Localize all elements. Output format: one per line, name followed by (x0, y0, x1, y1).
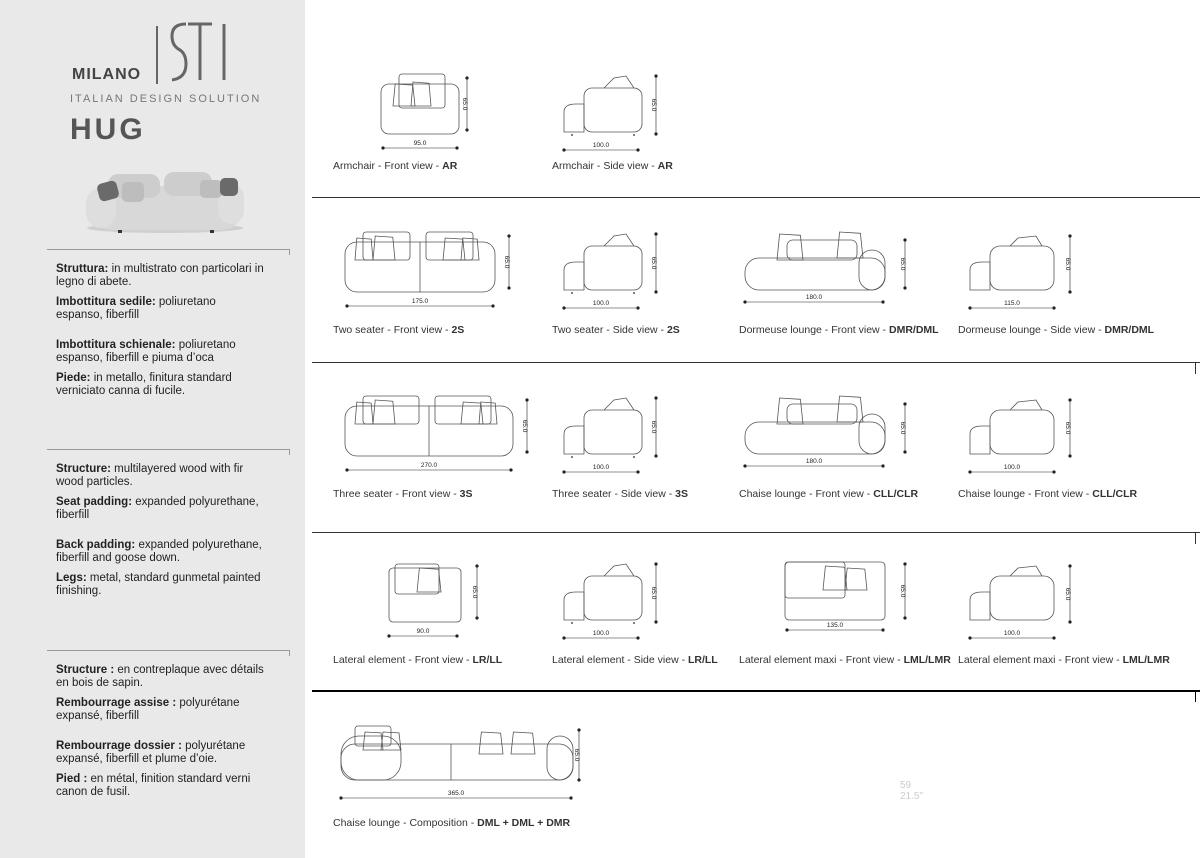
dimension-dot (562, 148, 565, 151)
drawing-side-small (958, 558, 1108, 648)
dimension-dot (881, 464, 884, 467)
cushion-outline (363, 732, 383, 750)
dimension-dot (1068, 454, 1071, 457)
dimension-dot (743, 300, 746, 303)
cushion-outline (1010, 400, 1042, 410)
body-outline (389, 568, 461, 622)
dimension-dot (1068, 290, 1071, 293)
height-dimension-label: 65.0 (1064, 421, 1071, 435)
drawing-composition (333, 722, 593, 812)
seat-outline (564, 262, 584, 290)
desc-line: canon de fusil. (56, 785, 131, 798)
width-dimension-label: 180.0 (805, 294, 823, 301)
dimension-dot (577, 728, 580, 731)
dimension-dot (654, 620, 657, 623)
view-caption: Three seater - Front view - 3S (333, 488, 473, 500)
dimension-dot (562, 470, 565, 473)
drawing-side (552, 228, 702, 318)
desc-line: Structure : en contreplaque avec détails (56, 664, 264, 676)
drawing-front-lateral-maxi (739, 558, 919, 648)
product-name: HUG (70, 113, 146, 146)
desc-line: fiberfill (56, 508, 90, 521)
dimension-dot (381, 146, 384, 149)
view-caption: Dormeuse lounge - Side view - DMR/DML (958, 324, 1155, 336)
desc-line: Struttura: in multistrato con particolari in (56, 263, 264, 275)
dimension-dot (785, 628, 788, 631)
desc-line: Back padding: expanded polyurethane, (56, 539, 262, 551)
dimension-dot (968, 636, 971, 639)
dimension-dot (562, 306, 565, 309)
desc-line: Imbottitura sedile: poliuretano (56, 296, 216, 308)
dimension-dot (465, 128, 468, 131)
desc-line: wood particles. (56, 475, 133, 488)
cushion-outline (417, 568, 441, 592)
desc-line: legno di abete. (56, 275, 132, 288)
view-caption: Lateral element - Side view - LR/LL (552, 654, 718, 666)
dimension-dot (654, 290, 657, 293)
dimension-dot (525, 450, 528, 453)
dimension-dot (636, 148, 639, 151)
desc-line: expansé, fiberfill (56, 709, 140, 722)
ghost-line: 21.5" (900, 791, 924, 802)
width-dimension-label: 135.0 (826, 622, 844, 629)
drawing-front-small (333, 70, 483, 150)
width-dimension-label: 95.0 (413, 140, 427, 147)
dimension-dot (475, 616, 478, 619)
view-caption: Dormeuse lounge - Front view - DMR/DML (739, 324, 939, 336)
dimension-dot (1052, 470, 1055, 473)
drawing-side (552, 392, 702, 482)
dimension-dot (455, 146, 458, 149)
dimension-dot (968, 470, 971, 473)
desc-line: Piede: in metallo, finitura standard (56, 372, 232, 384)
drawing-front-lateral (333, 558, 483, 648)
body-outline (381, 84, 459, 134)
cushion-outline (373, 236, 395, 260)
desc-line: Structure: multilayered wood with fir (56, 463, 244, 475)
arm-outline (341, 736, 401, 780)
seat-outline (564, 426, 584, 454)
dimension-dot (1068, 620, 1071, 623)
desc-line: verniciato canna di fucile. (56, 384, 186, 397)
width-dimension-label: 100.0 (1003, 630, 1021, 637)
back-outline (584, 576, 642, 620)
dimension-dot (577, 778, 580, 781)
view-caption: Chaise lounge - Composition - DML + DML + DMR (333, 817, 571, 829)
width-dimension-label: 100.0 (592, 630, 610, 637)
seat-outline (564, 592, 584, 620)
body-outline (745, 258, 885, 290)
cushion-outline (511, 732, 535, 754)
dimension-dot (387, 634, 390, 637)
body-outline (785, 562, 885, 620)
dimension-dot (903, 238, 906, 241)
dimension-dot (475, 564, 478, 567)
view-caption: Chaise lounge - Front view - CLL/CLR (739, 488, 919, 500)
height-dimension-label: 65.0 (461, 97, 468, 111)
desc-line: espanso, fiberfill e piuma d’oca (56, 351, 214, 364)
back-outline (584, 88, 642, 132)
row-divider (312, 197, 1200, 198)
height-dimension-label: 65.0 (899, 584, 906, 598)
dimension-dot (465, 76, 468, 79)
dimension-dot (654, 132, 657, 135)
back-outline (785, 562, 845, 598)
view-caption: Chaise lounge - Front view - CLL/CLR (958, 488, 1138, 500)
dimension-dot (525, 398, 528, 401)
dimension-dot (507, 286, 510, 289)
view-caption: Two seater - Side view - 2S (552, 324, 680, 336)
drawing-side (552, 558, 702, 648)
dimension-dot (903, 562, 906, 565)
cushion-outline (604, 398, 634, 410)
height-dimension-label: 65.0 (1064, 587, 1071, 601)
description-block-fr (47, 650, 290, 798)
dimension-dot (562, 636, 565, 639)
height-dimension-label: 65.0 (471, 585, 478, 599)
back-outline (787, 404, 857, 424)
cushion-outline (777, 398, 803, 424)
dimension-dot (455, 634, 458, 637)
back-outline (363, 232, 410, 260)
desc-line: expansé, fiberfill et plume d’oie. (56, 752, 218, 765)
desc-line: Imbottitura schienale: poliuretano (56, 339, 236, 351)
width-dimension-label: 100.0 (1003, 464, 1021, 471)
back-outline (426, 232, 473, 260)
dimension-dot (903, 450, 906, 453)
cushion-outline (1010, 566, 1042, 576)
dimension-dot (881, 300, 884, 303)
sidebar (0, 0, 305, 858)
view-caption: Lateral element maxi - Front view - LML/LMR (739, 654, 951, 666)
height-dimension-label: 65.0 (573, 748, 580, 762)
height-dimension-label: 65.0 (899, 257, 906, 271)
height-dimension-label: 65.0 (650, 98, 657, 112)
desc-line: Rembourrage assise : polyurétane (56, 697, 240, 709)
dimension-dot (654, 396, 657, 399)
height-dimension-label: 65.0 (1064, 257, 1071, 271)
dimension-dot (1068, 398, 1071, 401)
body-outline (341, 744, 573, 780)
logo-divider (156, 26, 158, 84)
drawing-front-lounge (739, 228, 919, 318)
drawing-front-lounge (739, 392, 919, 482)
ghost-text (900, 780, 923, 802)
cushion-outline (373, 400, 395, 424)
drawing-side (552, 70, 702, 150)
drawing-side-small (958, 228, 1108, 318)
description-block-en (47, 449, 290, 597)
dimension-dot (569, 796, 572, 799)
dimension-dot (654, 232, 657, 235)
back-outline (990, 246, 1054, 290)
back-outline (787, 240, 857, 260)
dimension-dot (743, 464, 746, 467)
dimension-dot (509, 468, 512, 471)
width-dimension-label: 90.0 (416, 628, 430, 635)
cushion-outline (355, 238, 373, 260)
sofa-photo (80, 164, 250, 239)
drawing-front-sofa (333, 392, 528, 482)
dimension-dot (636, 470, 639, 473)
width-dimension-label: 365.0 (447, 790, 465, 797)
dimension-dot (654, 562, 657, 565)
row-divider-accent (312, 690, 1200, 692)
cushion-outline (479, 732, 503, 754)
body-outline (745, 422, 885, 454)
width-dimension-label: 175.0 (411, 298, 429, 305)
drawing-side-small (958, 392, 1108, 482)
row-divider (312, 532, 1200, 533)
row-divider (312, 362, 1200, 363)
back-outline (399, 74, 445, 108)
width-dimension-label: 100.0 (592, 300, 610, 307)
dimension-dot (636, 306, 639, 309)
dimension-dot (1052, 306, 1055, 309)
cushion-outline (355, 402, 373, 424)
dimension-dot (1068, 564, 1071, 567)
description-block-it (47, 249, 290, 397)
drawing-front-sofa (333, 228, 523, 318)
view-caption: Lateral element maxi - Front view - LML/LMR (958, 654, 1170, 666)
dimension-dot (1052, 636, 1055, 639)
seat-outline (970, 262, 990, 290)
height-dimension-label: 65.0 (650, 586, 657, 600)
cushion-outline (845, 568, 867, 590)
width-dimension-label: 270.0 (420, 462, 438, 469)
cushion-outline (777, 234, 803, 260)
back-outline (584, 410, 642, 454)
cushion-outline (604, 234, 634, 246)
height-dimension-label: 65.0 (650, 256, 657, 270)
width-dimension-label: 115.0 (1004, 300, 1020, 307)
cushion-outline (604, 76, 634, 88)
dimension-dot (903, 286, 906, 289)
cushion-outline (837, 396, 863, 422)
cushion-outline (837, 232, 863, 258)
dimension-dot (881, 628, 884, 631)
height-dimension-label: 65.0 (503, 255, 510, 269)
dimension-dot (1068, 234, 1071, 237)
cushion-outline (823, 566, 847, 590)
desc-line: finishing. (56, 584, 102, 597)
dimension-dot (654, 74, 657, 77)
back-outline (990, 410, 1054, 454)
sti-logo-icon (166, 18, 236, 84)
dimension-dot (491, 304, 494, 307)
desc-line: en bois de sapin. (56, 676, 143, 689)
brand-city: MILANO (72, 66, 142, 83)
view-caption: Two seater - Front view - 2S (333, 324, 465, 336)
desc-line: Rembourrage dossier : polyurétane (56, 740, 246, 752)
dimension-dot (903, 402, 906, 405)
brand-tagline: ITALIAN DESIGN SOLUTION (70, 93, 262, 105)
back-outline (990, 576, 1054, 620)
view-caption: Lateral element - Front view - LR/LL (333, 654, 503, 666)
desc-line: Legs: metal, standard gunmetal painted (56, 572, 261, 584)
seat-outline (970, 592, 990, 620)
view-caption: Three seater - Side view - 3S (552, 488, 688, 500)
desc-line: fiberfill and goose down. (56, 551, 181, 564)
desc-line: Seat padding: expanded polyurethane, (56, 496, 259, 508)
dimension-dot (654, 454, 657, 457)
arm-outline (547, 736, 573, 780)
dimension-dot (345, 468, 348, 471)
dimension-dot (636, 636, 639, 639)
width-dimension-label: 100.0 (592, 464, 610, 471)
view-caption: Armchair - Front view - AR (333, 160, 458, 172)
width-dimension-label: 100.0 (592, 142, 610, 149)
desc-line: espanso, fiberfill (56, 308, 140, 321)
desc-line: Pied : en métal, finition standard verni (56, 773, 251, 785)
ghost-line: 59 (900, 780, 912, 791)
dimension-dot (903, 616, 906, 619)
dimension-dot (339, 796, 342, 799)
height-dimension-label: 65.0 (650, 420, 657, 434)
dimension-dot (345, 304, 348, 307)
height-dimension-label: 65.0 (521, 419, 528, 433)
dimension-dot (507, 234, 510, 237)
height-dimension-label: 65.0 (899, 421, 906, 435)
dimension-dot (968, 306, 971, 309)
back-outline (584, 246, 642, 290)
seat-outline (970, 426, 990, 454)
cushion-outline (1010, 236, 1042, 246)
width-dimension-label: 180.0 (805, 458, 823, 465)
view-caption: Armchair - Side view - AR (552, 160, 673, 172)
seat-outline (564, 104, 584, 132)
cushion-outline (604, 564, 634, 576)
